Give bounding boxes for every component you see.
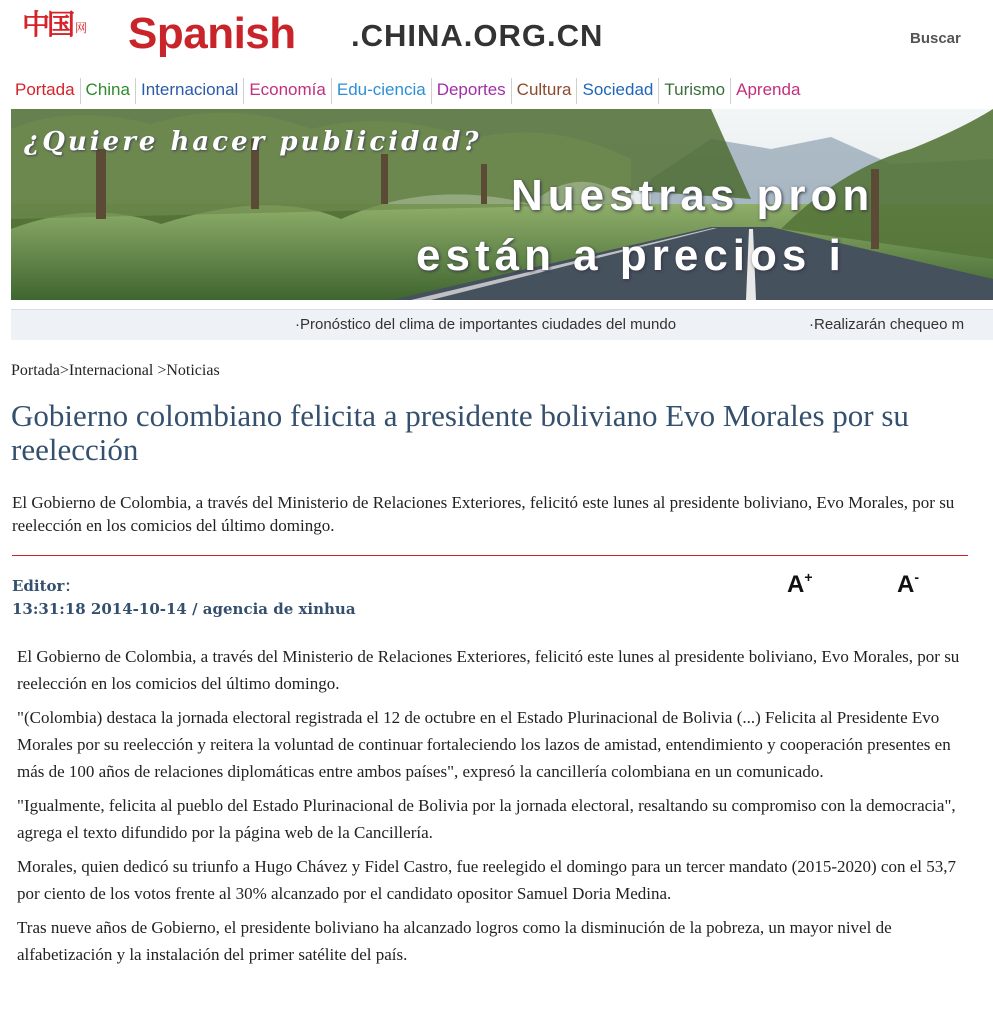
nav-item-deportes[interactable]: Deportes	[432, 78, 512, 104]
breadcrumb-separator: >	[153, 362, 167, 379]
breadcrumb-subsection[interactable]: Noticias	[166, 362, 220, 379]
article-meta	[12, 575, 356, 621]
main-nav	[10, 78, 993, 104]
font-increase-label: A	[787, 571, 805, 598]
article-summary: El Gobierno de Colombia, a través del Ministerio de Relaciones Exteriores, felicitó este lunes al presidente boliviano, Evo Morales, por su reelección en los comicios del último domingo.	[12, 493, 955, 535]
nav-item-china[interactable]: China	[81, 78, 136, 104]
nav-item-sociedad[interactable]: Sociedad	[577, 78, 659, 104]
editor-label: Editor：	[12, 577, 80, 595]
nav-item-internacional[interactable]: Internacional	[136, 78, 244, 104]
article-paragraph: Morales, quien dedicó su triunfo a Hugo Chávez y Fidel Castro, fue reelegido el domingo para un tercer mandato (2015-2020) con el 53,7 por ciento de los votos frente al 30% alcanzado por el candidato opositor Samuel Doria Medina.	[17, 857, 956, 903]
article-paragraph: El Gobierno de Colombia, a través del Ministerio de Relaciones Exteriores, felicitó este lunes al presidente boliviano, Evo Morales, por su reelección en los comicios del último domingo.	[17, 647, 960, 693]
font-decrease-sup: -	[914, 569, 920, 585]
article-paragraph: "(Colombia) destaca la jornada electoral registrada el 12 de octubre en el Estado Plurinacional de Bolivia (...) Felicita al Presidente Evo Morales por su reelección y reitera la voluntad de continuar fortaleciendo los lazos de amistad, entendimiento y cooperación presentes en más de 100 años de relaciones diplomáticas entre ambos países", expresó la cancillería colombiana en un comunicado.	[17, 708, 951, 781]
font-increase-button[interactable]	[787, 571, 813, 599]
site-header	[0, 0, 993, 70]
breadcrumb	[11, 362, 220, 380]
breadcrumb-section[interactable]: Internacional	[68, 362, 154, 379]
font-decrease-button[interactable]	[897, 571, 919, 599]
divider	[12, 555, 968, 556]
article-dateline: 13:31:18 2014-10-14 / agencia de xinhua	[12, 600, 356, 618]
nav-item-turismo[interactable]: Turismo	[659, 78, 731, 104]
logo-chinese-text: 中国	[22, 8, 73, 41]
breadcrumb-home[interactable]: Portada	[11, 362, 60, 379]
site-logo-domain: .CHINA.ORG.CN	[351, 18, 604, 53]
search-link[interactable]: Buscar	[910, 30, 961, 47]
banner-promo-line2: están a precios i	[416, 231, 846, 280]
news-ticker	[11, 309, 993, 340]
font-decrease-label: A	[897, 571, 915, 598]
logo-chinese-small: 网	[75, 21, 88, 35]
ticker-item[interactable]: ·Realizarán chequeo m	[809, 316, 965, 333]
nav-item-economia[interactable]: Economía	[244, 78, 332, 104]
banner-promo-line1: Nuestras pron	[511, 171, 875, 220]
nav-item-portada[interactable]: Portada	[10, 78, 81, 104]
font-increase-sup: +	[804, 569, 813, 585]
ad-banner[interactable]	[11, 109, 993, 300]
article-paragraph: "Igualmente, felicita al pueblo del Estado Plurinacional de Bolivia por la jornada electoral, resaltando su compromiso con la democracia", agrega el texto difundido por la página web de la Cancillería.	[17, 796, 956, 842]
article-title: Gobierno colombiano felicita a presidente boliviano Evo Morales por su reelección	[11, 398, 909, 467]
china-org-logo[interactable]	[22, 10, 87, 40]
banner-headline: ¿Quiere hacer publicidad?	[24, 127, 482, 157]
nav-item-cultura[interactable]: Cultura	[512, 78, 578, 104]
site-logo-brand[interactable]: Spanish	[128, 9, 296, 58]
nav-item-edu-ciencia[interactable]: Edu-ciencia	[332, 78, 432, 104]
article-body	[17, 643, 967, 975]
article-paragraph: Tras nueve años de Gobierno, el presidente boliviano ha alcanzado logros como la disminución de la pobreza, un mayor nivel de alfabetización y la instalación del primer satélite del país.	[17, 918, 892, 964]
ticker-item[interactable]: ·Pronóstico del clima de importantes ciudades del mundo	[295, 316, 677, 333]
nav-item-aprenda[interactable]: Aprenda	[736, 80, 801, 99]
breadcrumb-separator: >	[59, 362, 69, 379]
